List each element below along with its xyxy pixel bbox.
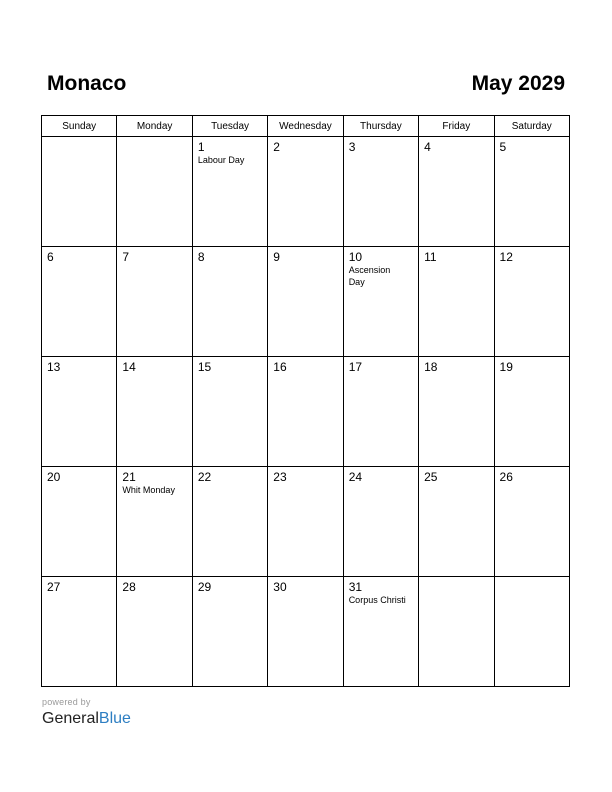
day-number: 26 bbox=[499, 470, 513, 484]
day-number: 29 bbox=[197, 580, 212, 594]
day-cell bbox=[192, 467, 267, 577]
day-cell bbox=[268, 467, 343, 577]
day-number: 5 bbox=[499, 140, 507, 154]
day-cell bbox=[192, 577, 267, 687]
day-number: 7 bbox=[122, 250, 130, 264]
day-cell bbox=[117, 467, 192, 577]
day-cell bbox=[419, 247, 494, 357]
calendar-grid bbox=[41, 115, 570, 687]
day-cell bbox=[268, 137, 343, 247]
day-cell bbox=[268, 357, 343, 467]
day-cell bbox=[419, 357, 494, 467]
day-number: 12 bbox=[499, 250, 513, 264]
day-number: 17 bbox=[348, 360, 363, 374]
day-cell bbox=[42, 247, 117, 357]
day-cell bbox=[42, 137, 117, 247]
day-number: 4 bbox=[424, 140, 431, 154]
weekday-header-row bbox=[42, 116, 570, 137]
week-row bbox=[42, 577, 570, 687]
week-row bbox=[42, 137, 570, 247]
brand-name-part2: Blue bbox=[98, 710, 131, 727]
day-number: 11 bbox=[424, 250, 437, 264]
day-cell bbox=[42, 357, 117, 467]
day-number: 31 bbox=[348, 580, 363, 594]
day-number: 21 bbox=[122, 470, 136, 484]
day-number: 30 bbox=[273, 580, 287, 594]
day-number: 8 bbox=[197, 250, 205, 264]
day-cell bbox=[343, 137, 418, 247]
day-number: 6 bbox=[47, 250, 54, 264]
day-number: 23 bbox=[273, 470, 287, 484]
day-number: 24 bbox=[348, 470, 363, 484]
weekday-header: Monday bbox=[117, 116, 192, 137]
powered-by-text: powered by bbox=[42, 697, 91, 707]
day-cell bbox=[494, 247, 569, 357]
day-cell bbox=[494, 467, 569, 577]
day-cell bbox=[343, 357, 418, 467]
day-number: 2 bbox=[273, 140, 280, 154]
day-number: 19 bbox=[499, 360, 513, 374]
holiday-label: Labour Day bbox=[197, 155, 245, 165]
day-number: 15 bbox=[197, 360, 212, 374]
day-number: 1 bbox=[197, 140, 205, 154]
week-row bbox=[42, 357, 570, 467]
day-number: 27 bbox=[47, 580, 61, 594]
day-number: 9 bbox=[273, 250, 280, 264]
day-number: 16 bbox=[273, 360, 287, 374]
holiday-label: Corpus Christi bbox=[348, 595, 406, 605]
day-cell bbox=[268, 577, 343, 687]
day-number: 28 bbox=[122, 580, 136, 594]
brand-name-part1: General bbox=[42, 710, 99, 727]
day-cell bbox=[117, 577, 192, 687]
day-number: 3 bbox=[348, 140, 356, 154]
day-cell bbox=[343, 577, 418, 687]
brand-logo[interactable] bbox=[42, 709, 131, 729]
day-cell bbox=[192, 357, 267, 467]
holiday-label: Whit Monday bbox=[122, 485, 175, 495]
day-number: 25 bbox=[424, 470, 438, 484]
day-cell bbox=[343, 247, 418, 357]
day-number: 13 bbox=[47, 360, 61, 374]
week-row bbox=[42, 247, 570, 357]
weekday-header: Saturday bbox=[494, 116, 569, 137]
day-cell bbox=[42, 577, 117, 687]
month-year-title: May 2029 bbox=[471, 72, 565, 95]
country-title: Monaco bbox=[47, 72, 127, 95]
day-number: 22 bbox=[197, 470, 212, 484]
weekday-header: Friday bbox=[419, 116, 494, 137]
day-number: 14 bbox=[122, 360, 136, 374]
day-cell bbox=[42, 467, 117, 577]
day-cell bbox=[117, 357, 192, 467]
day-cell bbox=[192, 247, 267, 357]
day-cell bbox=[494, 357, 569, 467]
weekday-header: Wednesday bbox=[268, 116, 343, 137]
week-row bbox=[42, 467, 570, 577]
day-cell bbox=[268, 247, 343, 357]
day-cell bbox=[192, 137, 267, 247]
holiday-label: Ascension Day bbox=[348, 265, 391, 287]
day-cell bbox=[419, 137, 494, 247]
footer-branding bbox=[42, 697, 131, 729]
day-cell bbox=[343, 467, 418, 577]
day-cell bbox=[494, 137, 569, 247]
weekday-header: Sunday bbox=[42, 116, 117, 137]
day-number: 20 bbox=[47, 470, 61, 484]
day-number: 10 bbox=[348, 250, 363, 264]
day-cell bbox=[494, 577, 569, 687]
weekday-header: Tuesday bbox=[192, 116, 267, 137]
day-cell bbox=[117, 247, 192, 357]
day-cell bbox=[419, 577, 494, 687]
day-cell bbox=[419, 467, 494, 577]
day-cell bbox=[117, 137, 192, 247]
day-number: 18 bbox=[424, 360, 438, 374]
weekday-header: Thursday bbox=[343, 116, 418, 137]
